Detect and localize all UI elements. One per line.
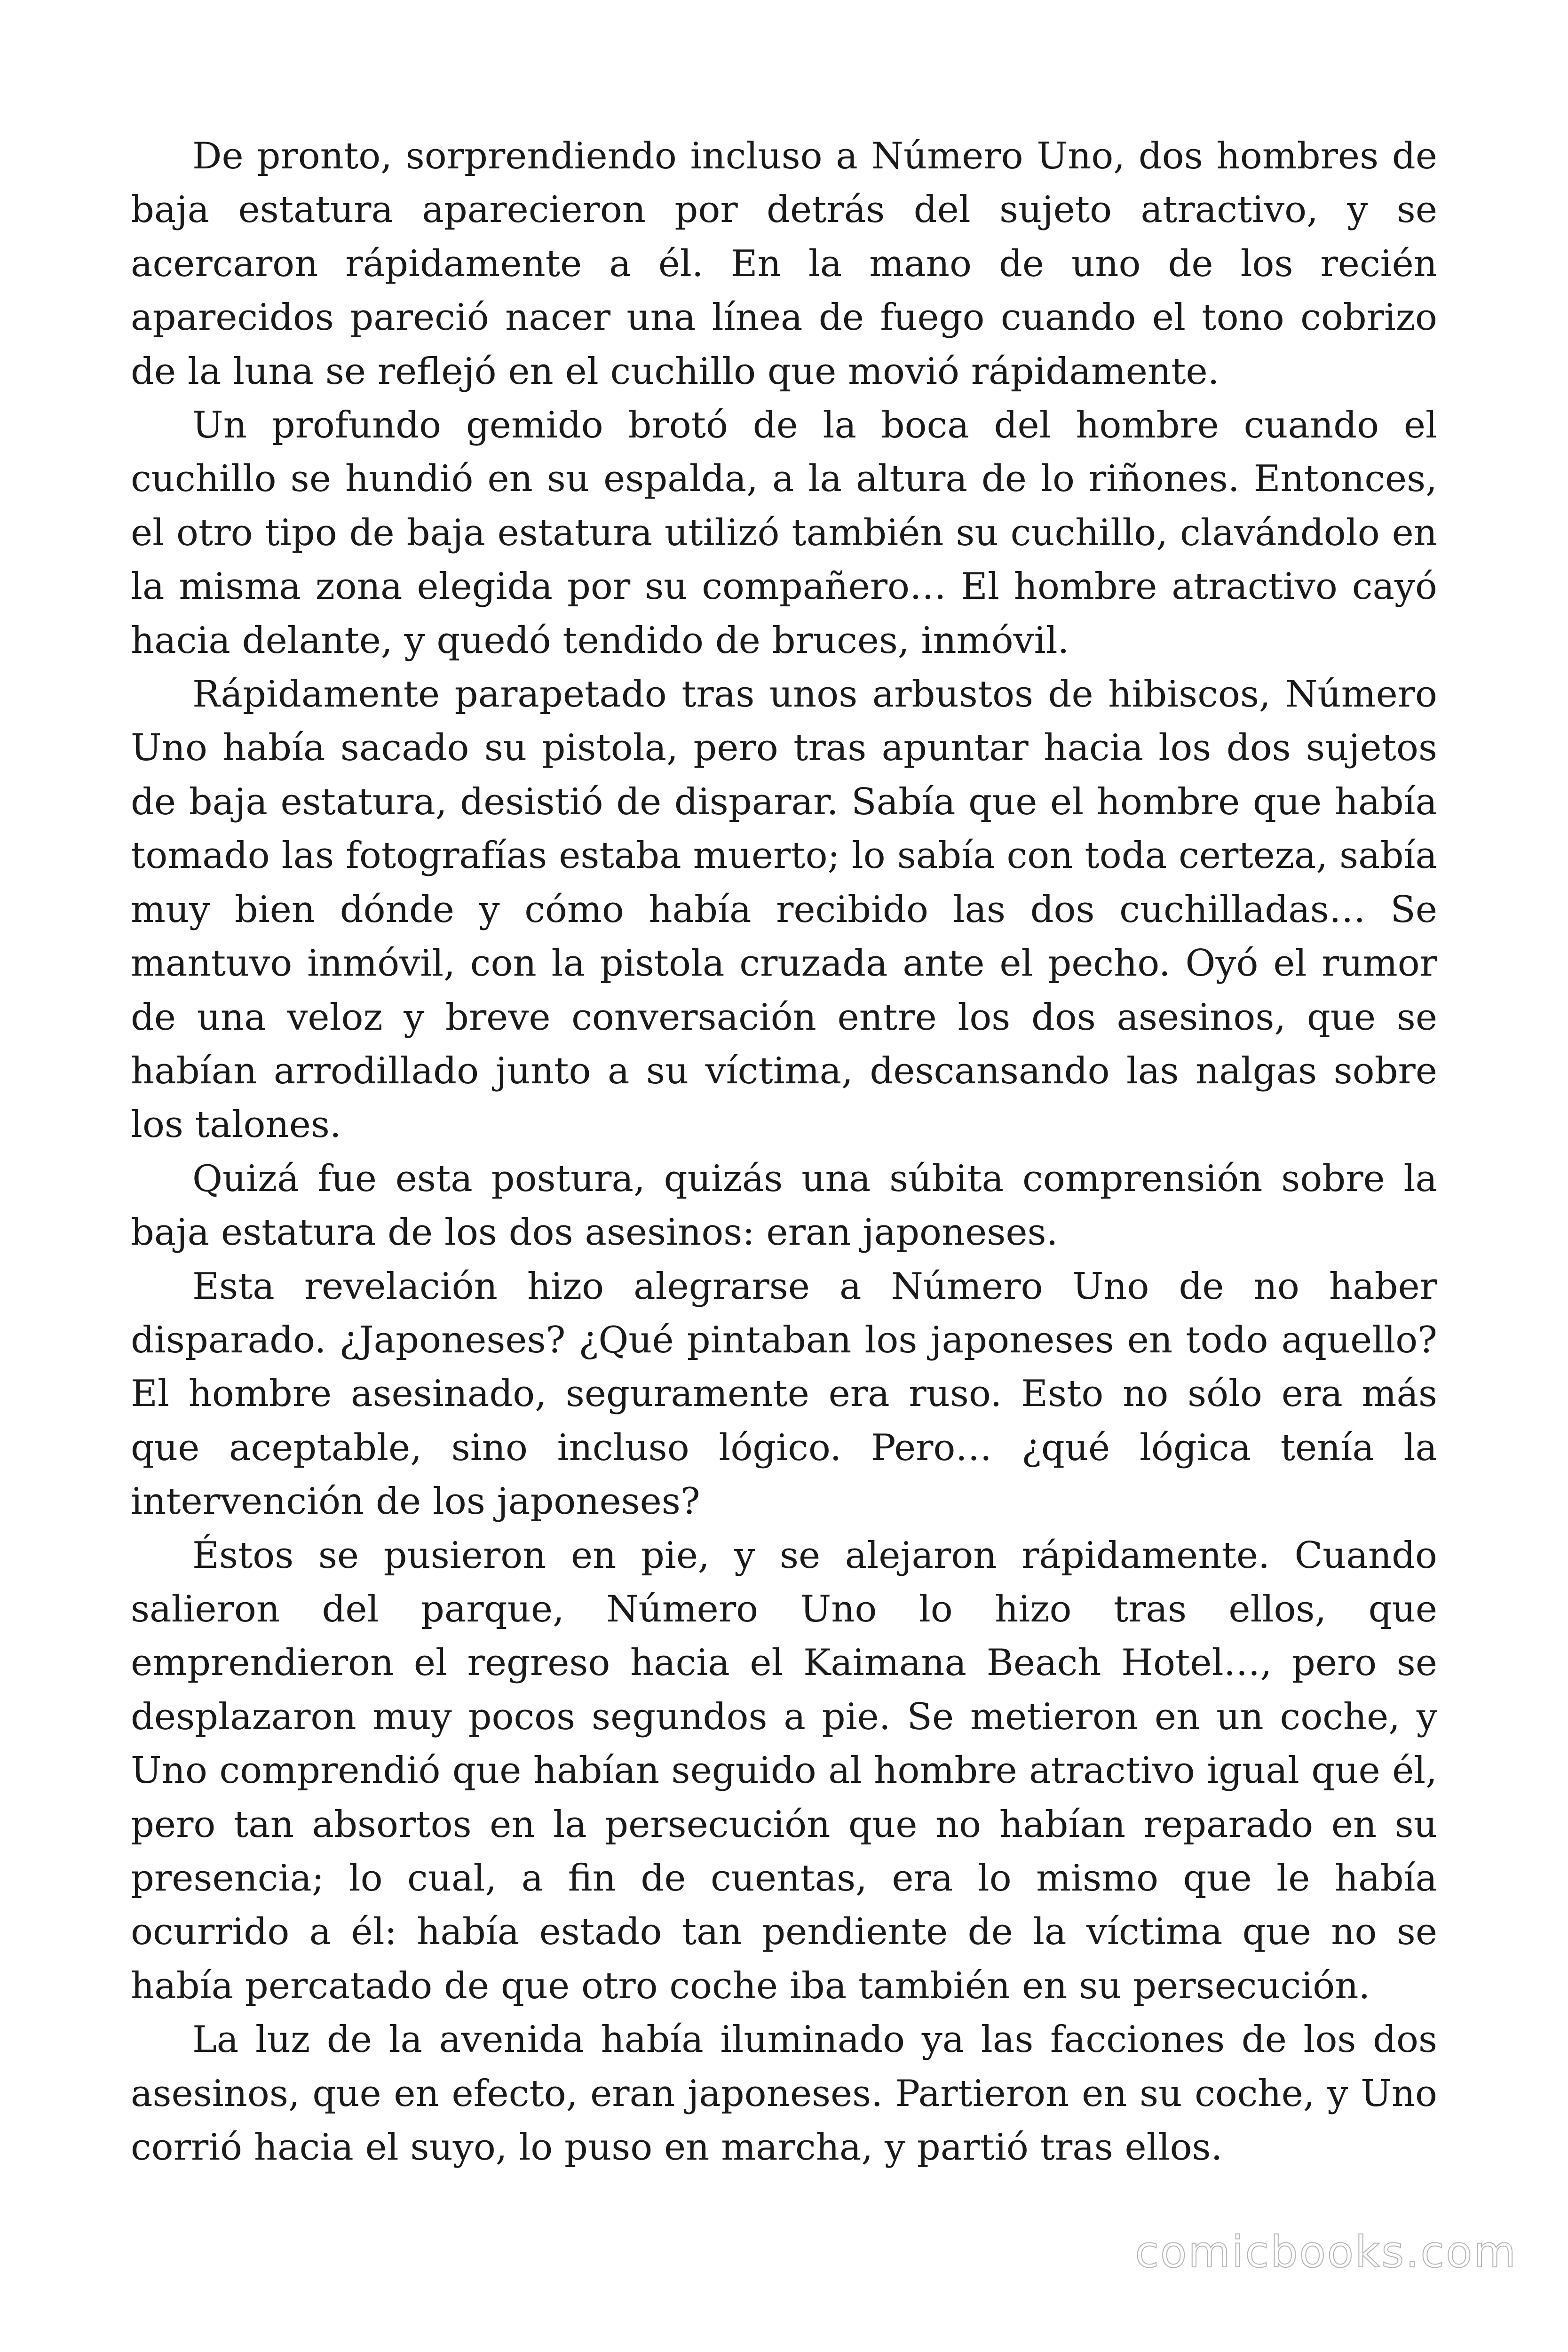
paragraph-3: Rápidamente parapetado tras unos arbustos de hibiscos, Número Uno había sacado su pistola, pero tras apuntar hacia los dos sujetos de baja estatura, desistió de disparar. Sabía que el hombre que había tomado las fotografías estaba muerto; lo sabía con toda certeza, sabía muy bien dónde y cómo había recibido las dos cuchilladas… Se mantuvo inmóvil, con la pistola cruzada ante el pecho. Oyó el rumor de una veloz y breve conversación entre los dos asesinos, que se habían arrodillado junto a su víctima, descansando las nalgas sobre los talones. bbox=[131, 673, 1437, 1146]
paragraph-7: La luz de la avenida había iluminado ya las facciones de los dos asesinos, que en efecto, eran japoneses. Partieron en su coche, y Uno corrió hacia el suyo, lo puso en marcha, y partió tras ellos. bbox=[131, 2018, 1437, 2169]
paragraph-4: Quizá fue esta postura, quizás una súbita comprensión sobre la baja estatura de los dos asesinos: eran japoneses. bbox=[131, 1157, 1437, 1254]
paragraph-2: Un profundo gemido brotó de la boca del hombre cuando el cuchillo se hundió en su espalda, a la altura de lo riñones. Entonces, el otro tipo de baja estatura utilizó también su cuchillo, clavándolo en la misma zona elegida por su compañero… El hombre atractivo cayó hacia delante, y quedó tendido de bruces, inmóvil. bbox=[131, 404, 1437, 662]
paragraph-6: Éstos se pusieron en pie, y se alejaron rápidamente. Cuando salieron del parque, Número Uno lo hizo tras ellos, que emprendieron el regreso hacia el Kaimana Beach Hotel…, pero se desplazaron muy pocos segundos a pie. Se metieron en un coche, y Uno comprendió que habían seguido al hombre atractivo igual que él, pero tan absortos en la persecución que no habían reparado en su presencia; lo cual, a fin de cuentas, era lo mismo que le había ocurrido a él: había estado tan pendiente de la víctima que no se había percatado de que otro coche iba también en su persecución. bbox=[131, 1534, 1437, 2007]
paragraph-1: De pronto, sorprendiendo incluso a Número Uno, dos hombres de baja estatura aparecieron por detrás del sujeto atractivo, y se acercaron rápidamente a él. En la mano de uno de los recién aparecidos pareció nacer una línea de fuego cuando el tono cobrizo de la luna se reflejó en el cuchillo que movió rápidamente. bbox=[131, 135, 1437, 393]
paragraph-5: Esta revelación hizo alegrarse a Número Uno de no haber disparado. ¿Japoneses? ¿Qué pintaban los japoneses en todo aquello? El hombre asesinado, seguramente era ruso. Esto no sólo era más que aceptable, sino incluso lógico. Pero… ¿qué lógica tenía la intervención de los japoneses? bbox=[131, 1265, 1437, 1523]
watermark-logo: comicbooks.com bbox=[1135, 2227, 1517, 2277]
book-page-text bbox=[131, 129, 1437, 2174]
